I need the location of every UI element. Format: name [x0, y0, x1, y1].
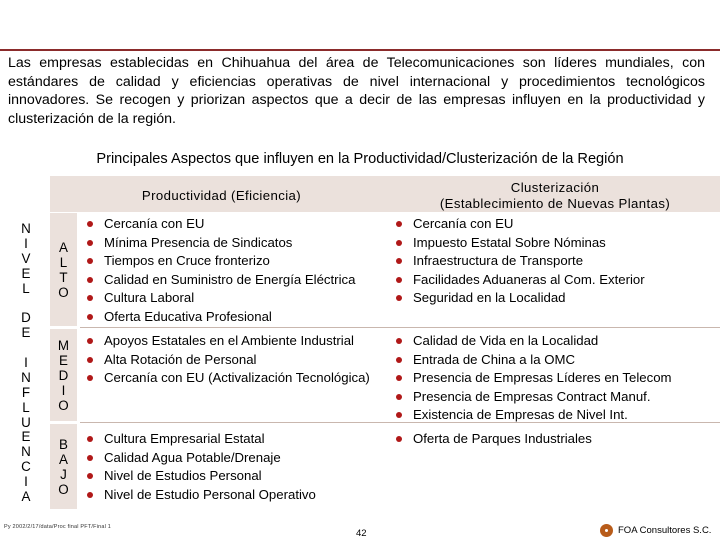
side-label-letter: L — [22, 280, 30, 296]
bullet-icon — [396, 412, 402, 418]
side-label-letter: E — [21, 429, 31, 445]
list-item: Nivel de Estudio Personal Operativo — [80, 486, 316, 505]
side-label-letter: E — [21, 265, 31, 281]
list-item: Impuesto Estatal Sobre Nóminas — [389, 234, 645, 253]
list-item: Cercanía con EU (Activalización Tecnológica) — [80, 369, 370, 388]
bullet-icon — [87, 221, 93, 227]
cell-alto-productividad — [80, 215, 355, 326]
cell-bajo-clusterizacion — [389, 430, 592, 449]
bullet-icon — [87, 240, 93, 246]
column-header-clusterizacion-line2: (Establecimiento de Nuevas Plantas) — [439, 196, 671, 211]
list-item: Calidad en Suministro de Energía Eléctrica — [80, 271, 355, 290]
bullet-icon — [87, 258, 93, 264]
page-number: 42 — [356, 528, 367, 539]
side-label-letter — [16, 296, 36, 311]
list-item: Calidad Agua Potable/Drenaje — [80, 449, 316, 468]
bullet-icon — [396, 240, 402, 246]
side-label-letter: C — [21, 459, 31, 475]
bullet-icon — [396, 394, 402, 400]
side-label-letter: I — [24, 355, 28, 371]
bullet-icon — [87, 338, 93, 344]
cell-bajo-productividad — [80, 430, 316, 504]
bullet-icon — [87, 357, 93, 363]
side-label-letter: E — [21, 325, 31, 341]
list-item: Apoyos Estatales en el Ambiente Industrial — [80, 332, 370, 351]
bullet-icon — [87, 492, 93, 498]
cell-medio-productividad — [80, 332, 370, 388]
bullet-icon — [87, 473, 93, 479]
list-item: Seguridad en la Localidad — [389, 289, 645, 308]
side-label-letter: A — [21, 489, 31, 505]
bullet-icon — [396, 375, 402, 381]
side-label-letter: I — [24, 474, 28, 490]
level-label-medio: M E D I O — [57, 338, 70, 413]
side-label-letter: I — [24, 235, 28, 251]
list-item: Alta Rotación de Personal — [80, 351, 370, 370]
list-item: Oferta de Parques Industriales — [389, 430, 592, 449]
side-label-letter: N — [21, 369, 31, 385]
bullet-icon — [87, 295, 93, 301]
list-item: Tiempos en Cruce fronterizo — [80, 252, 355, 271]
bullet-icon — [396, 277, 402, 283]
side-label-letter: D — [21, 310, 31, 326]
list-item: Existencia de Empresas de Nivel Int. — [389, 406, 672, 425]
list-item: Calidad de Vida en la Localidad — [389, 332, 672, 351]
side-label-letter: V — [21, 250, 31, 266]
list-item: Presencia de Empresas Líderes en Telecom — [389, 369, 672, 388]
bullet-icon — [396, 258, 402, 264]
brand-name: FOA Consultores S.C. — [618, 525, 712, 537]
row-divider — [80, 327, 720, 328]
list-item: Infraestructura de Transporte — [389, 252, 645, 271]
bullet-icon — [87, 436, 93, 442]
bullet-icon — [396, 357, 402, 363]
list-item: Cultura Laboral — [80, 289, 355, 308]
logo-icon — [600, 524, 613, 537]
level-label-alto: A L T O — [58, 240, 69, 300]
bullet-icon — [396, 436, 402, 442]
top-rule — [0, 49, 720, 51]
cell-medio-clusterizacion — [389, 332, 672, 425]
side-label-letter — [16, 341, 36, 356]
level-label-bajo: B A J O — [58, 437, 69, 497]
bullet-icon — [396, 295, 402, 301]
list-item: Presencia de Empresas Contract Manuf. — [389, 388, 672, 407]
side-label-letter: L — [22, 399, 30, 415]
bullet-icon — [396, 338, 402, 344]
list-item: Cercanía con EU — [389, 215, 645, 234]
list-item: Facilidades Aduaneras al Com. Exterior — [389, 271, 645, 290]
side-label-letter: N — [21, 221, 31, 236]
list-item: Entrada de China a la OMC — [389, 351, 672, 370]
bullet-icon — [396, 221, 402, 227]
side-label-letter: N — [21, 444, 31, 460]
brand-footer — [600, 524, 711, 537]
column-header-clusterizacion-line1: Clusterización — [510, 180, 600, 195]
side-label-nivel-de-influencia — [16, 222, 36, 505]
cell-alto-clusterizacion — [389, 215, 645, 308]
intro-paragraph: Las empresas establecidas en Chihuahua del área de Telecomunicaciones son líderes mundiales, con estándares de calidad y eficiencias operativas de nivel internacional y procedimientos tecnológicos innovadores. Se recogen y priorizan aspectos que a decir de las empresas influyen en la productividad y clusterización de la región. — [8, 55, 705, 127]
list-item: Oferta Educativa Profesional — [80, 308, 355, 327]
bullet-icon — [87, 277, 93, 283]
bullet-icon — [87, 314, 93, 320]
list-item: Nivel de Estudios Personal — [80, 467, 316, 486]
bullet-icon — [87, 375, 93, 381]
column-header-clusterizacion — [400, 180, 710, 212]
section-heading: Principales Aspectos que influyen en la Productividad/Clusterización de la Región — [96, 151, 624, 167]
list-item: Mínima Presencia de Sindicatos — [80, 234, 355, 253]
side-label-letter: U — [21, 414, 31, 430]
footer-source-path: Py 2002/2/17/data/Proc final PFT/Final 1 — [4, 524, 112, 530]
list-item: Cercanía con EU — [80, 215, 355, 234]
bullet-icon — [87, 455, 93, 461]
side-label-letter: F — [21, 384, 31, 400]
list-item: Cultura Empresarial Estatal — [80, 430, 316, 449]
column-header-productividad: Productividad (Eficiencia) — [141, 188, 302, 203]
